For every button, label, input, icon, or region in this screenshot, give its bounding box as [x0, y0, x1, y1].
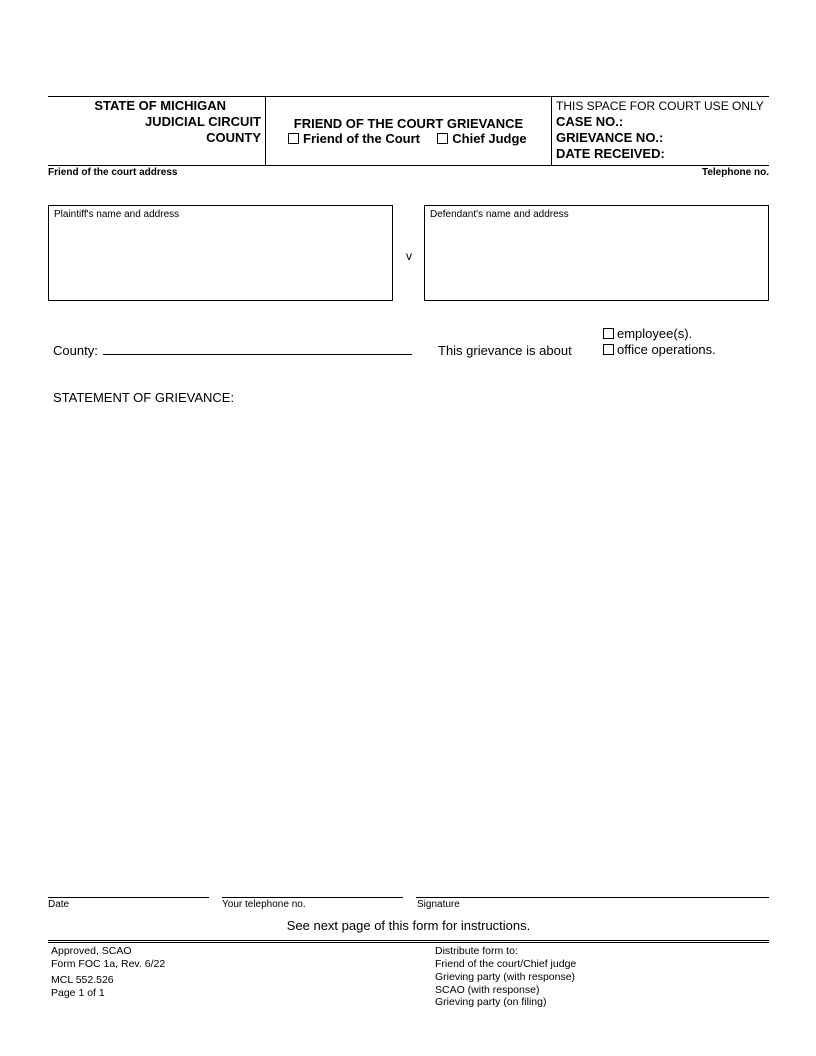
office-operations-option [603, 342, 716, 357]
date-label: Date [48, 899, 70, 910]
your-telephone-label: Your telephone no. [222, 899, 306, 910]
footer-page: Page 1 of 1 [51, 987, 105, 999]
court-use-label: THIS SPACE FOR COURT USE ONLY [556, 99, 764, 113]
header-divider-2 [551, 96, 552, 166]
employees-checkbox[interactable] [603, 328, 614, 339]
statement-text-area[interactable] [48, 410, 769, 890]
defendant-label: Defendant's name and address [430, 209, 569, 220]
footer-approved: Approved, SCAO [51, 945, 132, 957]
statement-label: STATEMENT OF GRIEVANCE: [53, 390, 235, 405]
distribute-item: SCAO (with response) [435, 984, 540, 996]
header-bottom-rule [48, 165, 769, 166]
instructions-note: See next page of this form for instructions. [286, 918, 531, 933]
date-received-field[interactable]: DATE RECEIVED: [556, 146, 665, 161]
employees-option-label: employee(s). [617, 326, 693, 341]
plaintiff-label: Plaintiff's name and address [54, 209, 180, 220]
foc-checkbox[interactable] [288, 133, 299, 144]
county-label: County: [53, 343, 98, 358]
distribute-item: Grieving party (with response) [435, 971, 576, 983]
footer-rule-2 [48, 942, 769, 943]
county-input-line[interactable] [103, 354, 412, 355]
grievance-target-options [288, 131, 527, 146]
signature-label: Signature [417, 899, 460, 910]
distribute-item: Grieving party (on filing) [435, 996, 547, 1008]
telephone-label: Telephone no. [701, 167, 769, 178]
case-no-field[interactable]: CASE NO.: [556, 114, 624, 129]
footer-mcl: MCL 552.526 [51, 974, 114, 986]
form-title: FRIEND OF THE COURT GRIEVANCE [293, 116, 524, 131]
footer-rule-1 [48, 940, 769, 941]
chief-judge-checkbox[interactable] [437, 133, 448, 144]
header-divider-1 [265, 96, 266, 166]
grievance-no-field[interactable]: GRIEVANCE NO.: [556, 130, 664, 145]
date-line[interactable] [48, 897, 209, 898]
phone-line[interactable] [222, 897, 403, 898]
footer-form-number: Form FOC 1a, Rev. 6/22 [51, 958, 166, 970]
signature-line[interactable] [416, 897, 769, 898]
court-county: COUNTY [206, 130, 261, 145]
defendant-box[interactable] [424, 205, 769, 301]
distribute-label: Distribute form to: [435, 945, 518, 957]
foc-address-label: Friend of the court address [48, 167, 178, 178]
foc-option-label: Friend of the Court [303, 131, 420, 146]
grievance-about-label: This grievance is about [438, 343, 572, 358]
office-operations-option-label: office operations. [617, 342, 716, 357]
versus-label: v [406, 249, 412, 263]
employees-option [603, 326, 692, 341]
office-operations-checkbox[interactable] [603, 344, 614, 355]
distribute-item: Friend of the court/Chief judge [435, 958, 577, 970]
chief-judge-option-label: Chief Judge [452, 131, 527, 146]
header-top-rule [48, 96, 769, 97]
plaintiff-box[interactable] [48, 205, 393, 301]
court-state: STATE OF MICHIGAN [94, 98, 226, 113]
court-circuit: JUDICIAL CIRCUIT [144, 114, 261, 129]
